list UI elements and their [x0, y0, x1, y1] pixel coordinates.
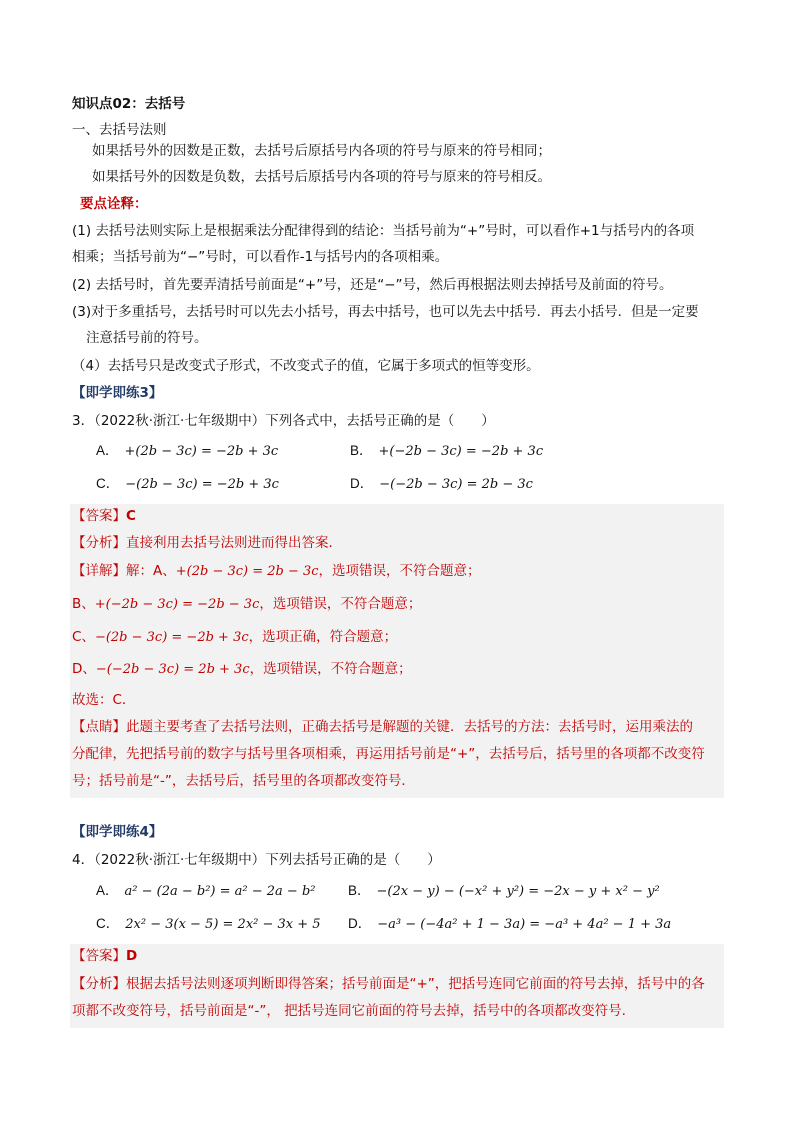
section-title: 知识点02：去括号 — [72, 96, 186, 112]
q4-option-d — [348, 914, 671, 935]
q3-option-c — [96, 474, 279, 495]
option-label: C． — [96, 476, 120, 491]
detail-prefix: D、 — [72, 661, 96, 677]
analysis-text: 直接利用去括号法则进而得出答案． — [126, 535, 342, 551]
detail-verdict: ，选项错误，不符合题意； — [249, 661, 412, 677]
practice-4-tag: 【即学即练4】 — [72, 824, 163, 840]
detail-expression: +(−2b − 3c) = −2b − 3c — [94, 597, 260, 612]
answer-value: C — [126, 508, 136, 524]
rule-negative: 如果括号外的因数是负数，去括号后原括号内各项的符号与原来的符号相反。 — [92, 169, 551, 185]
answer-4 — [72, 946, 137, 966]
detail-3-b — [72, 594, 421, 615]
option-label: B． — [348, 883, 371, 898]
rule-positive: 如果括号外的因数是正数，去括号后原括号内各项的符号与原来的符号相同； — [92, 143, 551, 159]
analysis-4-line-1 — [72, 974, 705, 994]
comment-3-line-2: 分配律，先把括号前的数字与括号里各项相乘，再运用括号前是“+”，去括号后，括号里的各项都不改变符 — [72, 746, 705, 762]
option-expression: −a³ − (−4a² + 1 − 3a) = −a³ + 4a² − 1 + 3a — [377, 917, 672, 932]
q3-option-b — [350, 441, 543, 462]
question-4: 4．（2022秋·浙江·七年级期中）下列去括号正确的是（ ） — [72, 852, 441, 868]
comment-tag: 【点睛】 — [72, 719, 126, 735]
option-label: D． — [350, 476, 374, 491]
option-expression: 2x² − 3(x − 5) = 2x² − 3x + 5 — [125, 917, 321, 932]
detail-prefix: B、 — [72, 596, 95, 612]
analysis-text: 根据去括号法则逐项判断即得答案；括号前面是“+”，把括号连同它前面的符号去掉，括号中的各 — [126, 976, 705, 992]
question-3: 3．（2022秋·浙江·七年级期中）下列各式中，去括号正确的是（ ） — [72, 413, 495, 429]
answer-tag: 【答案】 — [72, 508, 126, 524]
option-expression: a² − (2a − b²) = a² − 2a − b² — [124, 884, 316, 899]
detail-tag: 【详解】 — [72, 563, 126, 579]
answer-value: D — [126, 948, 138, 964]
option-label: C． — [96, 916, 120, 931]
answer-3 — [72, 506, 136, 526]
note-4: （4）去括号只是改变式子形式，不改变式子的值，它属于多项式的恒等变形。 — [72, 358, 540, 374]
analysis-4-line-2: 项都不改变符号，括号前面是“-”， 把括号连同它前面的符号去掉，括号中的各项都改变符号. — [72, 1003, 626, 1019]
detail-verdict: ，选项正确，符合题意； — [248, 629, 398, 645]
option-expression: +(2b − 3c) = −2b + 3c — [124, 444, 279, 459]
note-3-line-2: 注意括号前的符号。 — [86, 330, 208, 346]
detail-verdict: ，选项错误，不符合题意； — [318, 563, 481, 579]
answer-tag: 【答案】 — [72, 948, 126, 964]
q3-option-a — [96, 441, 278, 462]
analysis-tag: 【分析】 — [72, 976, 126, 992]
note-1-line-2: 相乘；当括号前为“−”号时，可以看作-1与括号内的各项相乘。 — [72, 249, 449, 265]
note-1-line-1: (1) 去括号法则实际上是根据乘法分配律得到的结论：当括号前为“+”号时，可以看作+1与括号内的各项 — [72, 223, 695, 239]
q4-option-b — [348, 881, 660, 902]
option-expression: +(−2b − 3c) = −2b + 3c — [378, 444, 544, 459]
q3-option-d — [350, 474, 533, 495]
rule-heading: 一、去括号法则 — [72, 122, 167, 138]
detail-3-d — [72, 659, 412, 680]
option-expression: −(2x − y) − (−x² + y²) = −2x − y + x² − y² — [376, 884, 660, 899]
detail-expression: −(2b − 3c) = −2b + 3c — [94, 630, 249, 645]
option-label: B． — [350, 443, 373, 458]
detail-expression: +(2b − 3c) = 2b − 3c — [175, 564, 319, 579]
analysis-3 — [72, 533, 342, 553]
option-label: A． — [96, 443, 119, 458]
detail-expression: −(−2b − 3c) = 2b + 3c — [95, 662, 250, 677]
comment-3-line-3: 号；括号前是“-”，去括号后，括号里的各项都改变符号． — [72, 773, 415, 789]
option-label: A． — [96, 883, 119, 898]
option-expression: −(2b − 3c) = −2b + 3c — [125, 477, 279, 492]
comment-text: 此题主要考查了去括号法则，正确去括号是解题的关键．去括号的方法：去括号时，运用乘法的 — [126, 719, 693, 735]
q4-option-c — [96, 914, 321, 935]
detail-verdict: ，选项错误，不符合题意； — [259, 596, 422, 612]
q4-option-a — [96, 881, 315, 902]
note-2: (2) 去括号时，首先要弄清括号前面是“+”号，还是“−”号，然后再根据法则去掉括号及前面的符号。 — [72, 277, 673, 293]
detail-3-c — [72, 627, 397, 648]
practice-3-tag: 【即学即练3】 — [72, 385, 163, 401]
detail-prefix: 解：A、 — [126, 563, 176, 579]
option-expression: −(−2b − 3c) = 2b − 3c — [379, 477, 533, 492]
choose-3: 故选：C． — [72, 692, 136, 708]
notes-heading: 要点诠释： — [80, 196, 148, 212]
option-label: D． — [348, 916, 372, 931]
detail-3-a — [72, 561, 481, 582]
note-3-line-1: (3)对于多重括号，去括号时可以先去小括号，再去中括号，也可以先去中括号．再去小括号．但是一定要 — [72, 304, 699, 320]
comment-3-line-1 — [72, 717, 693, 737]
detail-prefix: C、 — [72, 629, 95, 645]
analysis-tag: 【分析】 — [72, 535, 126, 551]
